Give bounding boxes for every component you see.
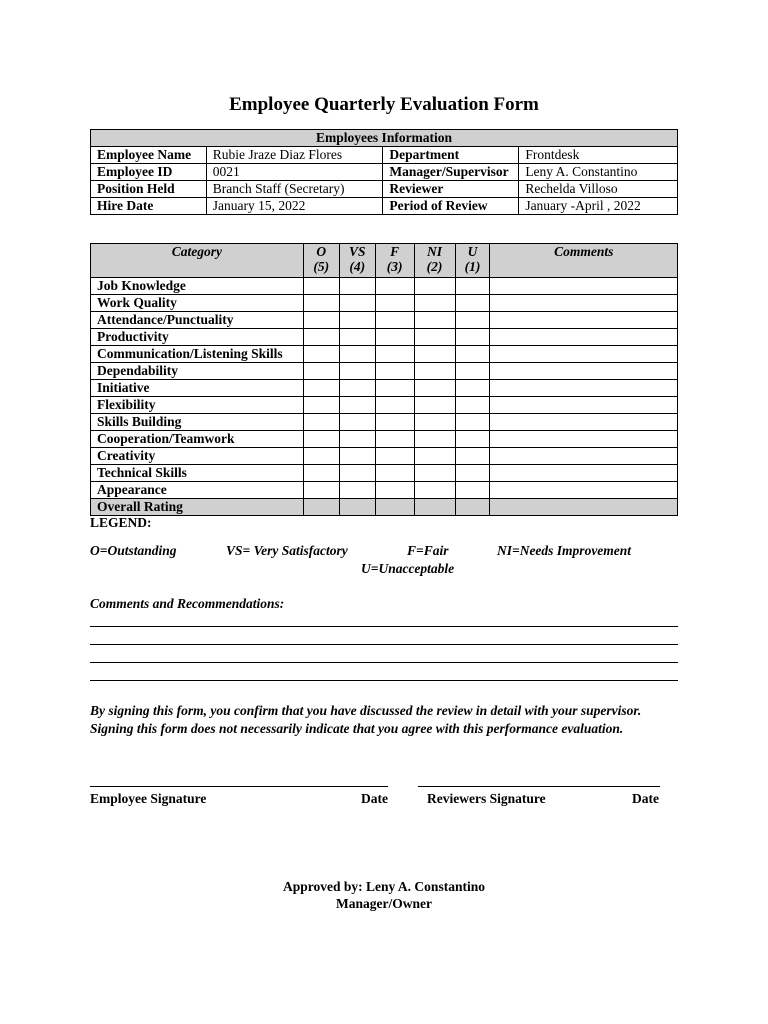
o-header: O (5) — [303, 244, 339, 278]
rating-cell-vs[interactable] — [339, 448, 375, 465]
rating-cell-u[interactable] — [455, 482, 490, 499]
rating-row — [91, 380, 678, 397]
rating-cell-ni[interactable] — [414, 431, 455, 448]
employee-signature-label: Employee Signature — [90, 791, 207, 806]
rating-cell-comments[interactable] — [490, 312, 678, 329]
rating-cell-ni[interactable] — [414, 499, 455, 516]
category-label: Creativity — [91, 448, 304, 465]
info-value: January -April , 2022 — [519, 198, 678, 215]
legend-fair: F=Fair — [407, 543, 449, 558]
rating-cell-ni[interactable] — [414, 448, 455, 465]
rating-cell-vs[interactable] — [339, 482, 375, 499]
rating-cell-comments[interactable] — [490, 465, 678, 482]
rating-cell-u[interactable] — [455, 295, 490, 312]
rating-cell-o[interactable] — [303, 431, 339, 448]
rating-row — [91, 448, 678, 465]
rating-row — [91, 329, 678, 346]
rating-cell-vs[interactable] — [339, 346, 375, 363]
info-value: Branch Staff (Secretary) — [206, 181, 383, 198]
info-value: Rubie Jraze Diaz Flores — [206, 147, 383, 164]
rating-cell-ni[interactable] — [414, 414, 455, 431]
rating-cell-vs[interactable] — [339, 499, 375, 516]
rating-cell-comments[interactable] — [490, 414, 678, 431]
rating-cell-u[interactable] — [455, 363, 490, 380]
rating-row — [91, 397, 678, 414]
rating-cell-f[interactable] — [375, 397, 414, 414]
category-label: Technical Skills — [91, 465, 304, 482]
rating-cell-vs[interactable] — [339, 397, 375, 414]
rating-cell-f[interactable] — [375, 499, 414, 516]
rating-cell-vs[interactable] — [339, 329, 375, 346]
info-label: Employee ID — [91, 164, 207, 181]
category-label: Flexibility — [91, 397, 304, 414]
info-label: Period of Review — [383, 198, 519, 215]
disclaimer-line-1: By signing this form, you confirm that you have discussed the review in detail with your supervisor. — [90, 703, 642, 718]
rating-row — [91, 482, 678, 499]
employee-signature-line[interactable] — [90, 786, 388, 787]
category-label: Productivity — [91, 329, 304, 346]
rating-cell-ni[interactable] — [414, 346, 455, 363]
rating-cell-f[interactable] — [375, 414, 414, 431]
info-label: Position Held — [91, 181, 207, 198]
comments-label: Comments and Recommendations: — [90, 596, 285, 611]
rating-cell-comments[interactable] — [490, 363, 678, 380]
legend-label: LEGEND: — [90, 515, 152, 530]
info-row — [91, 147, 678, 164]
reviewer-signature-label: Reviewers Signature — [427, 791, 546, 806]
rating-cell-u[interactable] — [455, 448, 490, 465]
rating-cell-vs[interactable] — [339, 312, 375, 329]
comments-header: Comments — [490, 244, 678, 278]
approved-by: Approved by: Leny A. Constantino — [283, 879, 485, 894]
rating-cell-u[interactable] — [455, 397, 490, 414]
rating-cell-u[interactable] — [455, 312, 490, 329]
rating-cell-vs[interactable] — [339, 295, 375, 312]
info-value: 0021 — [206, 164, 383, 181]
info-header: Employees Information — [91, 130, 678, 147]
rating-cell-f[interactable] — [375, 329, 414, 346]
rating-cell-f[interactable] — [375, 346, 414, 363]
info-row — [91, 164, 678, 181]
employee-date-label: Date — [361, 791, 388, 806]
rating-cell-o[interactable] — [303, 329, 339, 346]
info-value: Leny A. Constantino — [519, 164, 678, 181]
employee-info-table — [90, 129, 678, 215]
vs-header: VS (4) — [339, 244, 375, 278]
info-label: Manager/Supervisor — [383, 164, 519, 181]
rating-cell-o[interactable] — [303, 465, 339, 482]
rating-row — [91, 278, 678, 295]
rating-cell-f[interactable] — [375, 448, 414, 465]
category-label: Initiative — [91, 380, 304, 397]
comment-line[interactable] — [90, 680, 678, 681]
rating-cell-u[interactable] — [455, 329, 490, 346]
rating-row — [91, 465, 678, 482]
category-label: Attendance/Punctuality — [91, 312, 304, 329]
info-row — [91, 181, 678, 198]
comment-line[interactable] — [90, 662, 678, 663]
comment-line[interactable] — [90, 626, 678, 627]
category-label: Cooperation/Teamwork — [91, 431, 304, 448]
rating-row — [91, 363, 678, 380]
rating-cell-comments[interactable] — [490, 499, 678, 516]
rating-cell-o[interactable] — [303, 397, 339, 414]
rating-cell-f[interactable] — [375, 312, 414, 329]
category-label: Overall Rating — [91, 499, 304, 516]
info-row — [91, 198, 678, 215]
approver-title: Manager/Owner — [336, 896, 432, 911]
category-label: Dependability — [91, 363, 304, 380]
form-title: Employee Quarterly Evaluation Form — [229, 94, 539, 115]
rating-cell-comments[interactable] — [490, 380, 678, 397]
rating-cell-u[interactable] — [455, 414, 490, 431]
rating-cell-vs[interactable] — [339, 278, 375, 295]
comment-line[interactable] — [90, 644, 678, 645]
info-label: Reviewer — [383, 181, 519, 198]
category-label: Skills Building — [91, 414, 304, 431]
rating-cell-comments[interactable] — [490, 329, 678, 346]
rating-row — [91, 312, 678, 329]
rating-cell-o[interactable] — [303, 482, 339, 499]
rating-cell-f[interactable] — [375, 431, 414, 448]
rating-cell-vs[interactable] — [339, 380, 375, 397]
category-label: Appearance — [91, 482, 304, 499]
rating-row — [91, 431, 678, 448]
rating-cell-f[interactable] — [375, 295, 414, 312]
rating-cell-o[interactable] — [303, 346, 339, 363]
reviewer-date-label: Date — [632, 791, 659, 806]
legend-outstanding: O=Outstanding — [90, 543, 177, 558]
info-value: Rechelda Villoso — [519, 181, 678, 198]
rating-cell-ni[interactable] — [414, 295, 455, 312]
rating-cell-u[interactable] — [455, 465, 490, 482]
rating-cell-o[interactable] — [303, 499, 339, 516]
rating-cell-o[interactable] — [303, 278, 339, 295]
ni-header: NI (2) — [414, 244, 455, 278]
legend-needs-improvement: NI=Needs Improvement — [497, 543, 632, 558]
rating-row — [91, 346, 678, 363]
category-label: Job Knowledge — [91, 278, 304, 295]
rating-cell-f[interactable] — [375, 363, 414, 380]
rating-cell-o[interactable] — [303, 363, 339, 380]
rating-cell-o[interactable] — [303, 312, 339, 329]
info-label: Hire Date — [91, 198, 207, 215]
disclaimer-line-2: Signing this form does not necessarily indicate that you agree with this performance evaluation. — [90, 721, 624, 736]
legend-unacceptable: U=Unacceptable — [361, 561, 455, 576]
rating-cell-u[interactable] — [455, 499, 490, 516]
f-header: F (3) — [375, 244, 414, 278]
category-header: Category — [91, 244, 304, 278]
rating-cell-comments[interactable] — [490, 448, 678, 465]
rating-cell-vs[interactable] — [339, 431, 375, 448]
rating-cell-f[interactable] — [375, 278, 414, 295]
rating-cell-comments[interactable] — [490, 346, 678, 363]
rating-row — [91, 414, 678, 431]
rating-cell-comments[interactable] — [490, 431, 678, 448]
rating-cell-ni[interactable] — [414, 380, 455, 397]
rating-cell-o[interactable] — [303, 414, 339, 431]
rating-cell-ni[interactable] — [414, 465, 455, 482]
rating-cell-f[interactable] — [375, 482, 414, 499]
rating-cell-u[interactable] — [455, 431, 490, 448]
rating-cell-o[interactable] — [303, 448, 339, 465]
rating-cell-ni[interactable] — [414, 397, 455, 414]
rating-cell-ni[interactable] — [414, 482, 455, 499]
rating-cell-o[interactable] — [303, 380, 339, 397]
info-value: Frontdesk — [519, 147, 678, 164]
legend-very-satisfactory: VS= Very Satisfactory — [226, 543, 348, 558]
rating-cell-u[interactable] — [455, 346, 490, 363]
rating-cell-u[interactable] — [455, 278, 490, 295]
info-value: January 15, 2022 — [206, 198, 383, 215]
rating-cell-f[interactable] — [375, 465, 414, 482]
u-header: U (1) — [455, 244, 490, 278]
category-label: Communication/Listening Skills — [91, 346, 304, 363]
rating-cell-comments[interactable] — [490, 278, 678, 295]
rating-row — [91, 295, 678, 312]
info-label: Employee Name — [91, 147, 207, 164]
rating-cell-f[interactable] — [375, 380, 414, 397]
rating-cell-u[interactable] — [455, 380, 490, 397]
rating-cell-ni[interactable] — [414, 312, 455, 329]
rating-cell-comments[interactable] — [490, 295, 678, 312]
rating-cell-vs[interactable] — [339, 363, 375, 380]
ratings-table — [90, 243, 678, 516]
rating-cell-comments[interactable] — [490, 482, 678, 499]
rating-cell-vs[interactable] — [339, 465, 375, 482]
ratings-header-row — [91, 244, 678, 278]
rating-cell-ni[interactable] — [414, 363, 455, 380]
rating-cell-ni[interactable] — [414, 278, 455, 295]
category-label: Work Quality — [91, 295, 304, 312]
reviewer-signature-line[interactable] — [418, 786, 660, 787]
rating-row — [91, 499, 678, 516]
rating-cell-vs[interactable] — [339, 414, 375, 431]
rating-cell-ni[interactable] — [414, 329, 455, 346]
rating-cell-o[interactable] — [303, 295, 339, 312]
rating-cell-comments[interactable] — [490, 397, 678, 414]
info-label: Department — [383, 147, 519, 164]
